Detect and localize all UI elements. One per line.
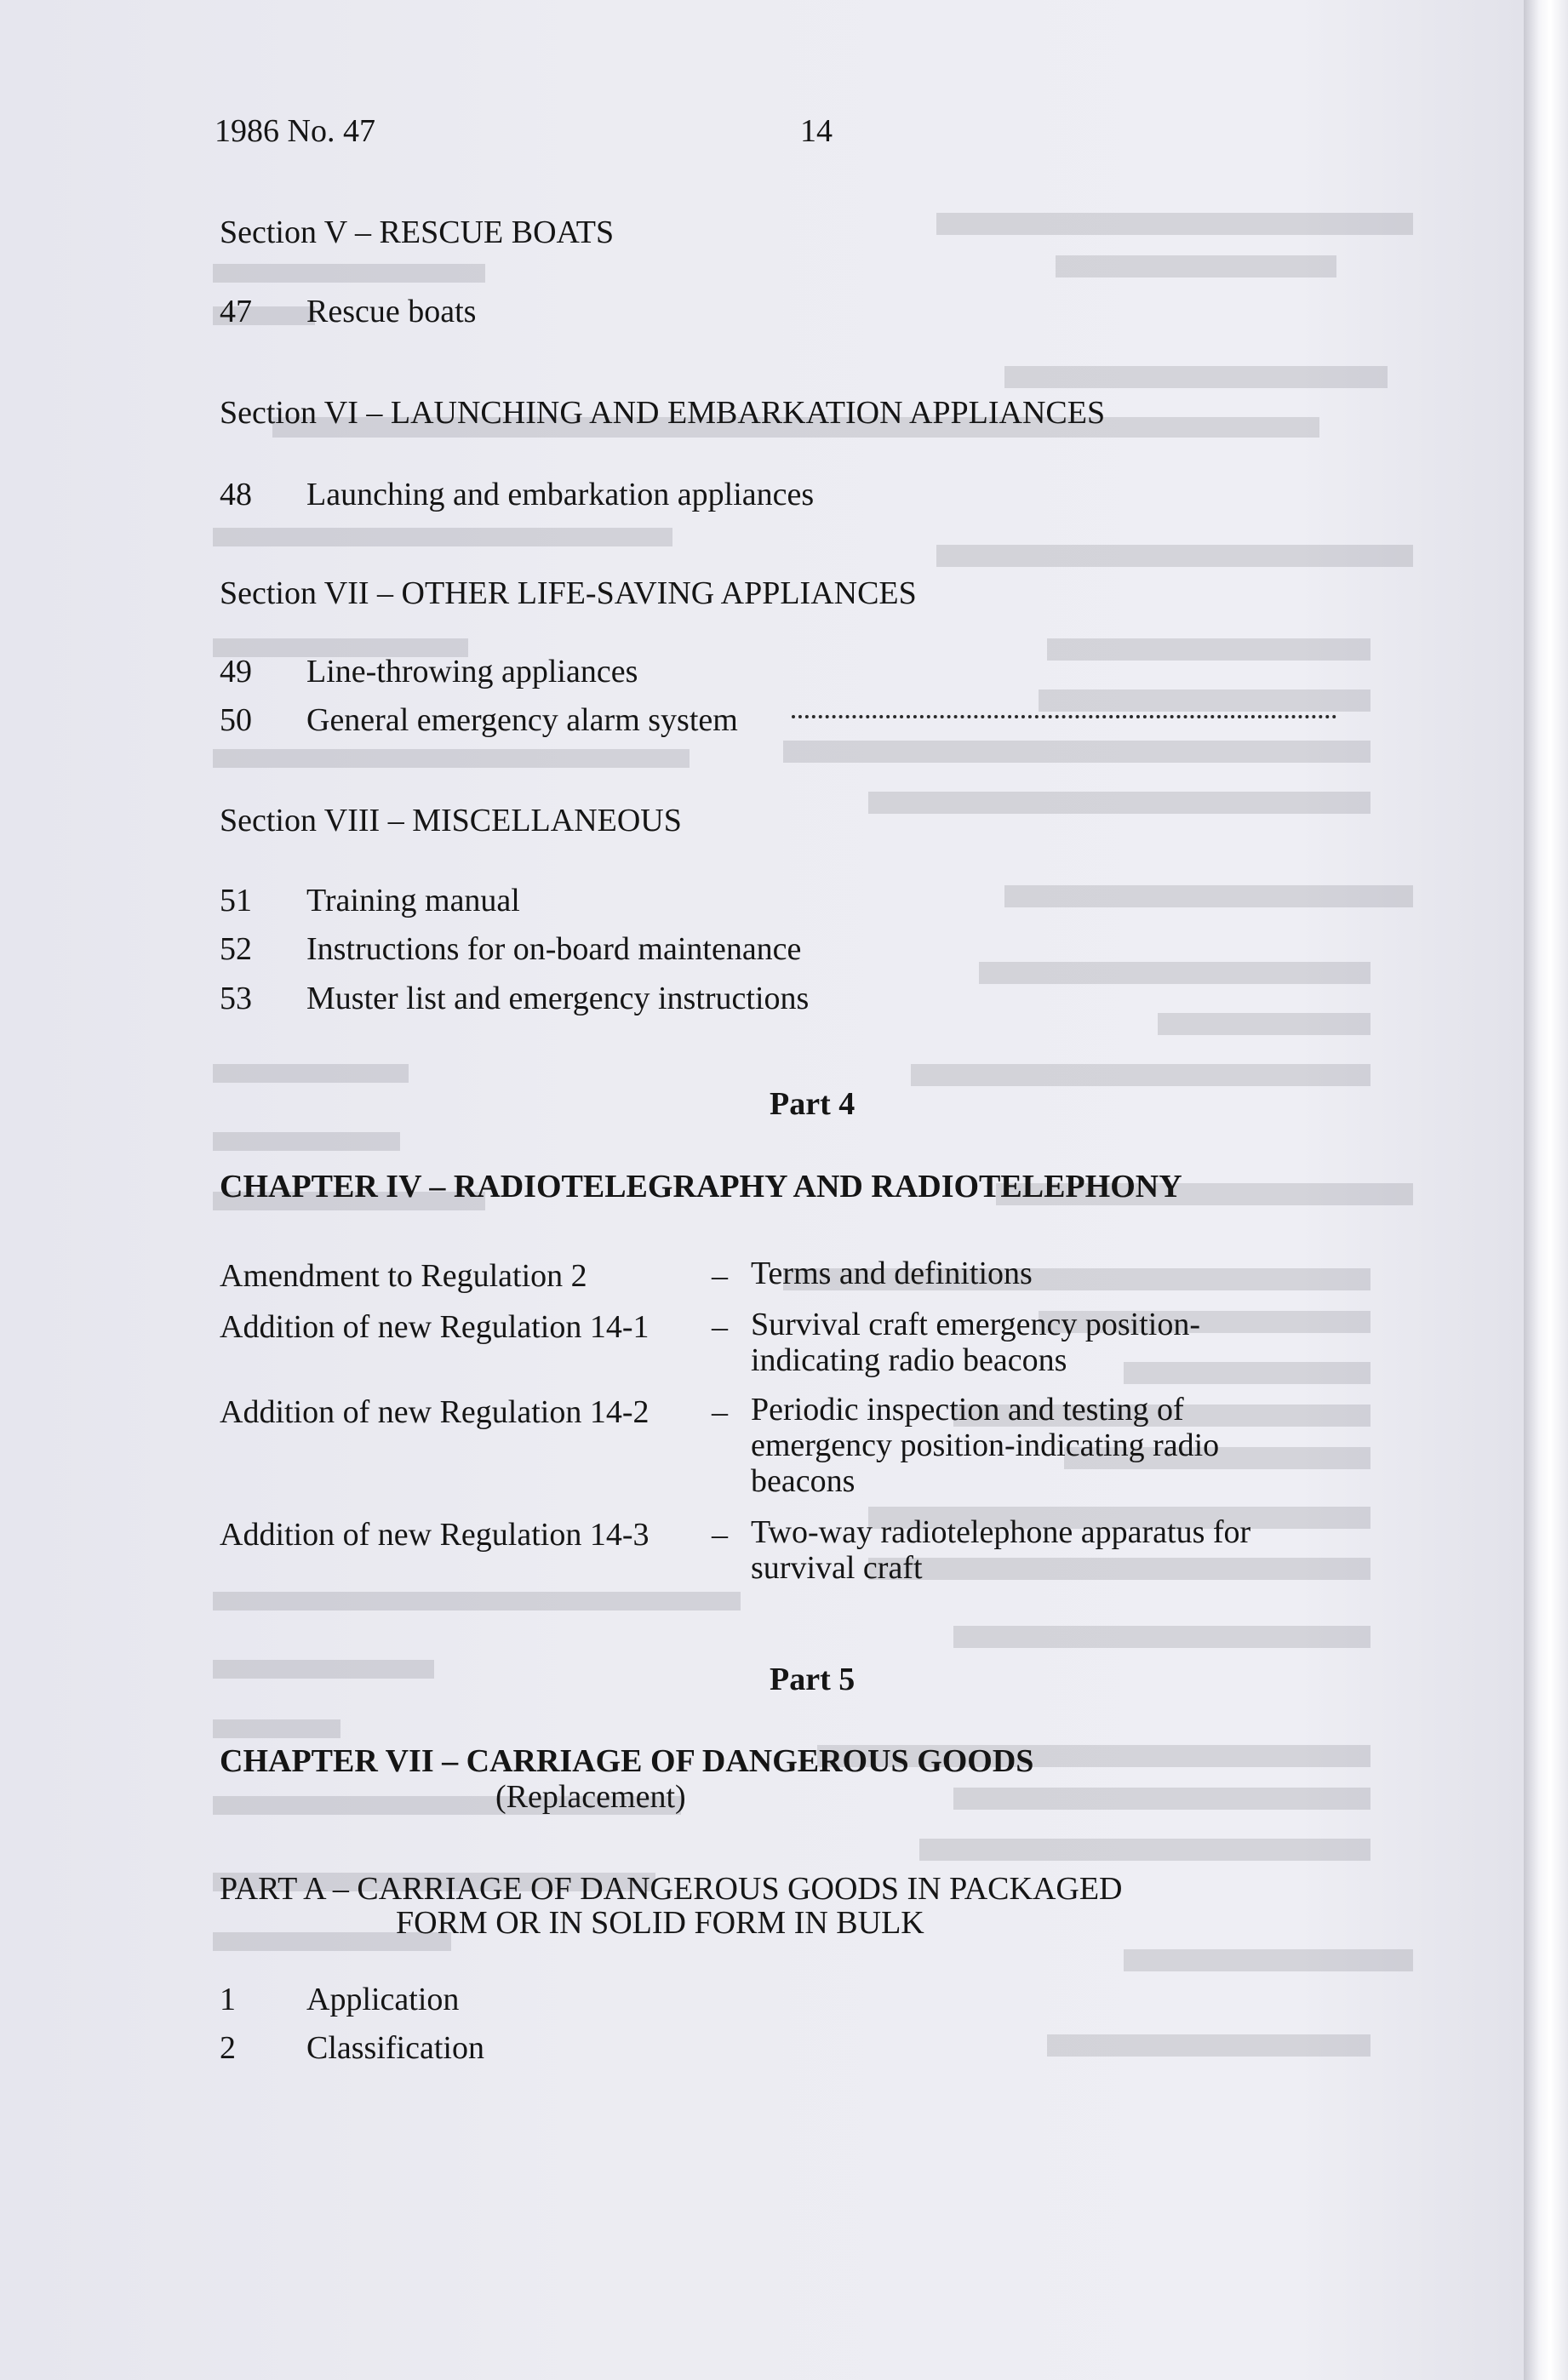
regulation-title: Survival craft emergency position-indicating radio beacons — [751, 1307, 1200, 1378]
part-a-heading: PART A – CARRIAGE OF DANGEROUS GOODS IN PACKAGED — [220, 1871, 1123, 1907]
dash: – — [712, 1309, 728, 1345]
item-number: 48 — [220, 477, 252, 512]
item-text: Instructions for on-board maintenance — [306, 931, 802, 967]
regulation-title: Periodic inspection and testing of emergency position-indicating radio beacons — [751, 1392, 1220, 1499]
regulation-ref: Addition of new Regulation 14-3 — [220, 1517, 650, 1553]
regulation-ref: Addition of new Regulation 14-1 — [220, 1309, 650, 1345]
chapter-subheading: (Replacement) — [495, 1779, 686, 1815]
section-title: Section VI – LAUNCHING AND EMBARKATION APPLIANCES — [220, 395, 1106, 431]
document-number: 1986 No. 47 — [215, 113, 375, 149]
part-heading: Part 4 — [770, 1086, 856, 1122]
section-title: Section VII – OTHER LIFE-SAVING APPLIANCES — [220, 575, 917, 611]
dash: – — [712, 1517, 728, 1553]
item-number: 49 — [220, 654, 252, 689]
item-text: Line-throwing appliances — [306, 654, 638, 689]
part-a-heading-continued: FORM OR IN SOLID FORM IN BULK — [396, 1905, 924, 1941]
dash: – — [712, 1258, 728, 1294]
item-text: Muster list and emergency instructions — [306, 981, 810, 1016]
section-title: Section VIII – MISCELLANEOUS — [220, 803, 682, 838]
item-text: Training manual — [306, 883, 520, 918]
chapter-heading: CHAPTER VII – CARRIAGE OF DANGEROUS GOODS — [220, 1743, 1034, 1779]
regulation-title: Two-way radiotelephone apparatus for survival craft — [751, 1514, 1251, 1586]
item-number: 1 — [220, 1982, 236, 2017]
item-text: Launching and embarkation appliances — [306, 477, 815, 512]
item-number: 2 — [220, 2030, 236, 2066]
item-number: 47 — [220, 294, 252, 329]
item-number: 50 — [220, 702, 252, 738]
page-number: 14 — [800, 113, 833, 149]
item-text: Application — [306, 1982, 460, 2017]
regulation-title: Terms and definitions — [751, 1256, 1033, 1291]
item-text: Rescue boats — [306, 294, 477, 329]
chapter-heading: CHAPTER IV – RADIOTELEGRAPHY AND RADIOTELEPHONY — [220, 1169, 1182, 1204]
item-number: 53 — [220, 981, 252, 1016]
regulation-ref: Amendment to Regulation 2 — [220, 1258, 587, 1294]
section-title: Section V – RESCUE BOATS — [220, 215, 615, 250]
dash: – — [712, 1394, 728, 1430]
dot-leader — [792, 715, 1336, 718]
item-number: 51 — [220, 883, 252, 918]
regulation-ref: Addition of new Regulation 14-2 — [220, 1394, 650, 1430]
page-edge — [1524, 0, 1568, 2380]
item-text: General emergency alarm system — [306, 702, 738, 738]
item-number: 52 — [220, 931, 252, 967]
part-heading: Part 5 — [770, 1662, 856, 1697]
item-text: Classification — [306, 2030, 484, 2066]
